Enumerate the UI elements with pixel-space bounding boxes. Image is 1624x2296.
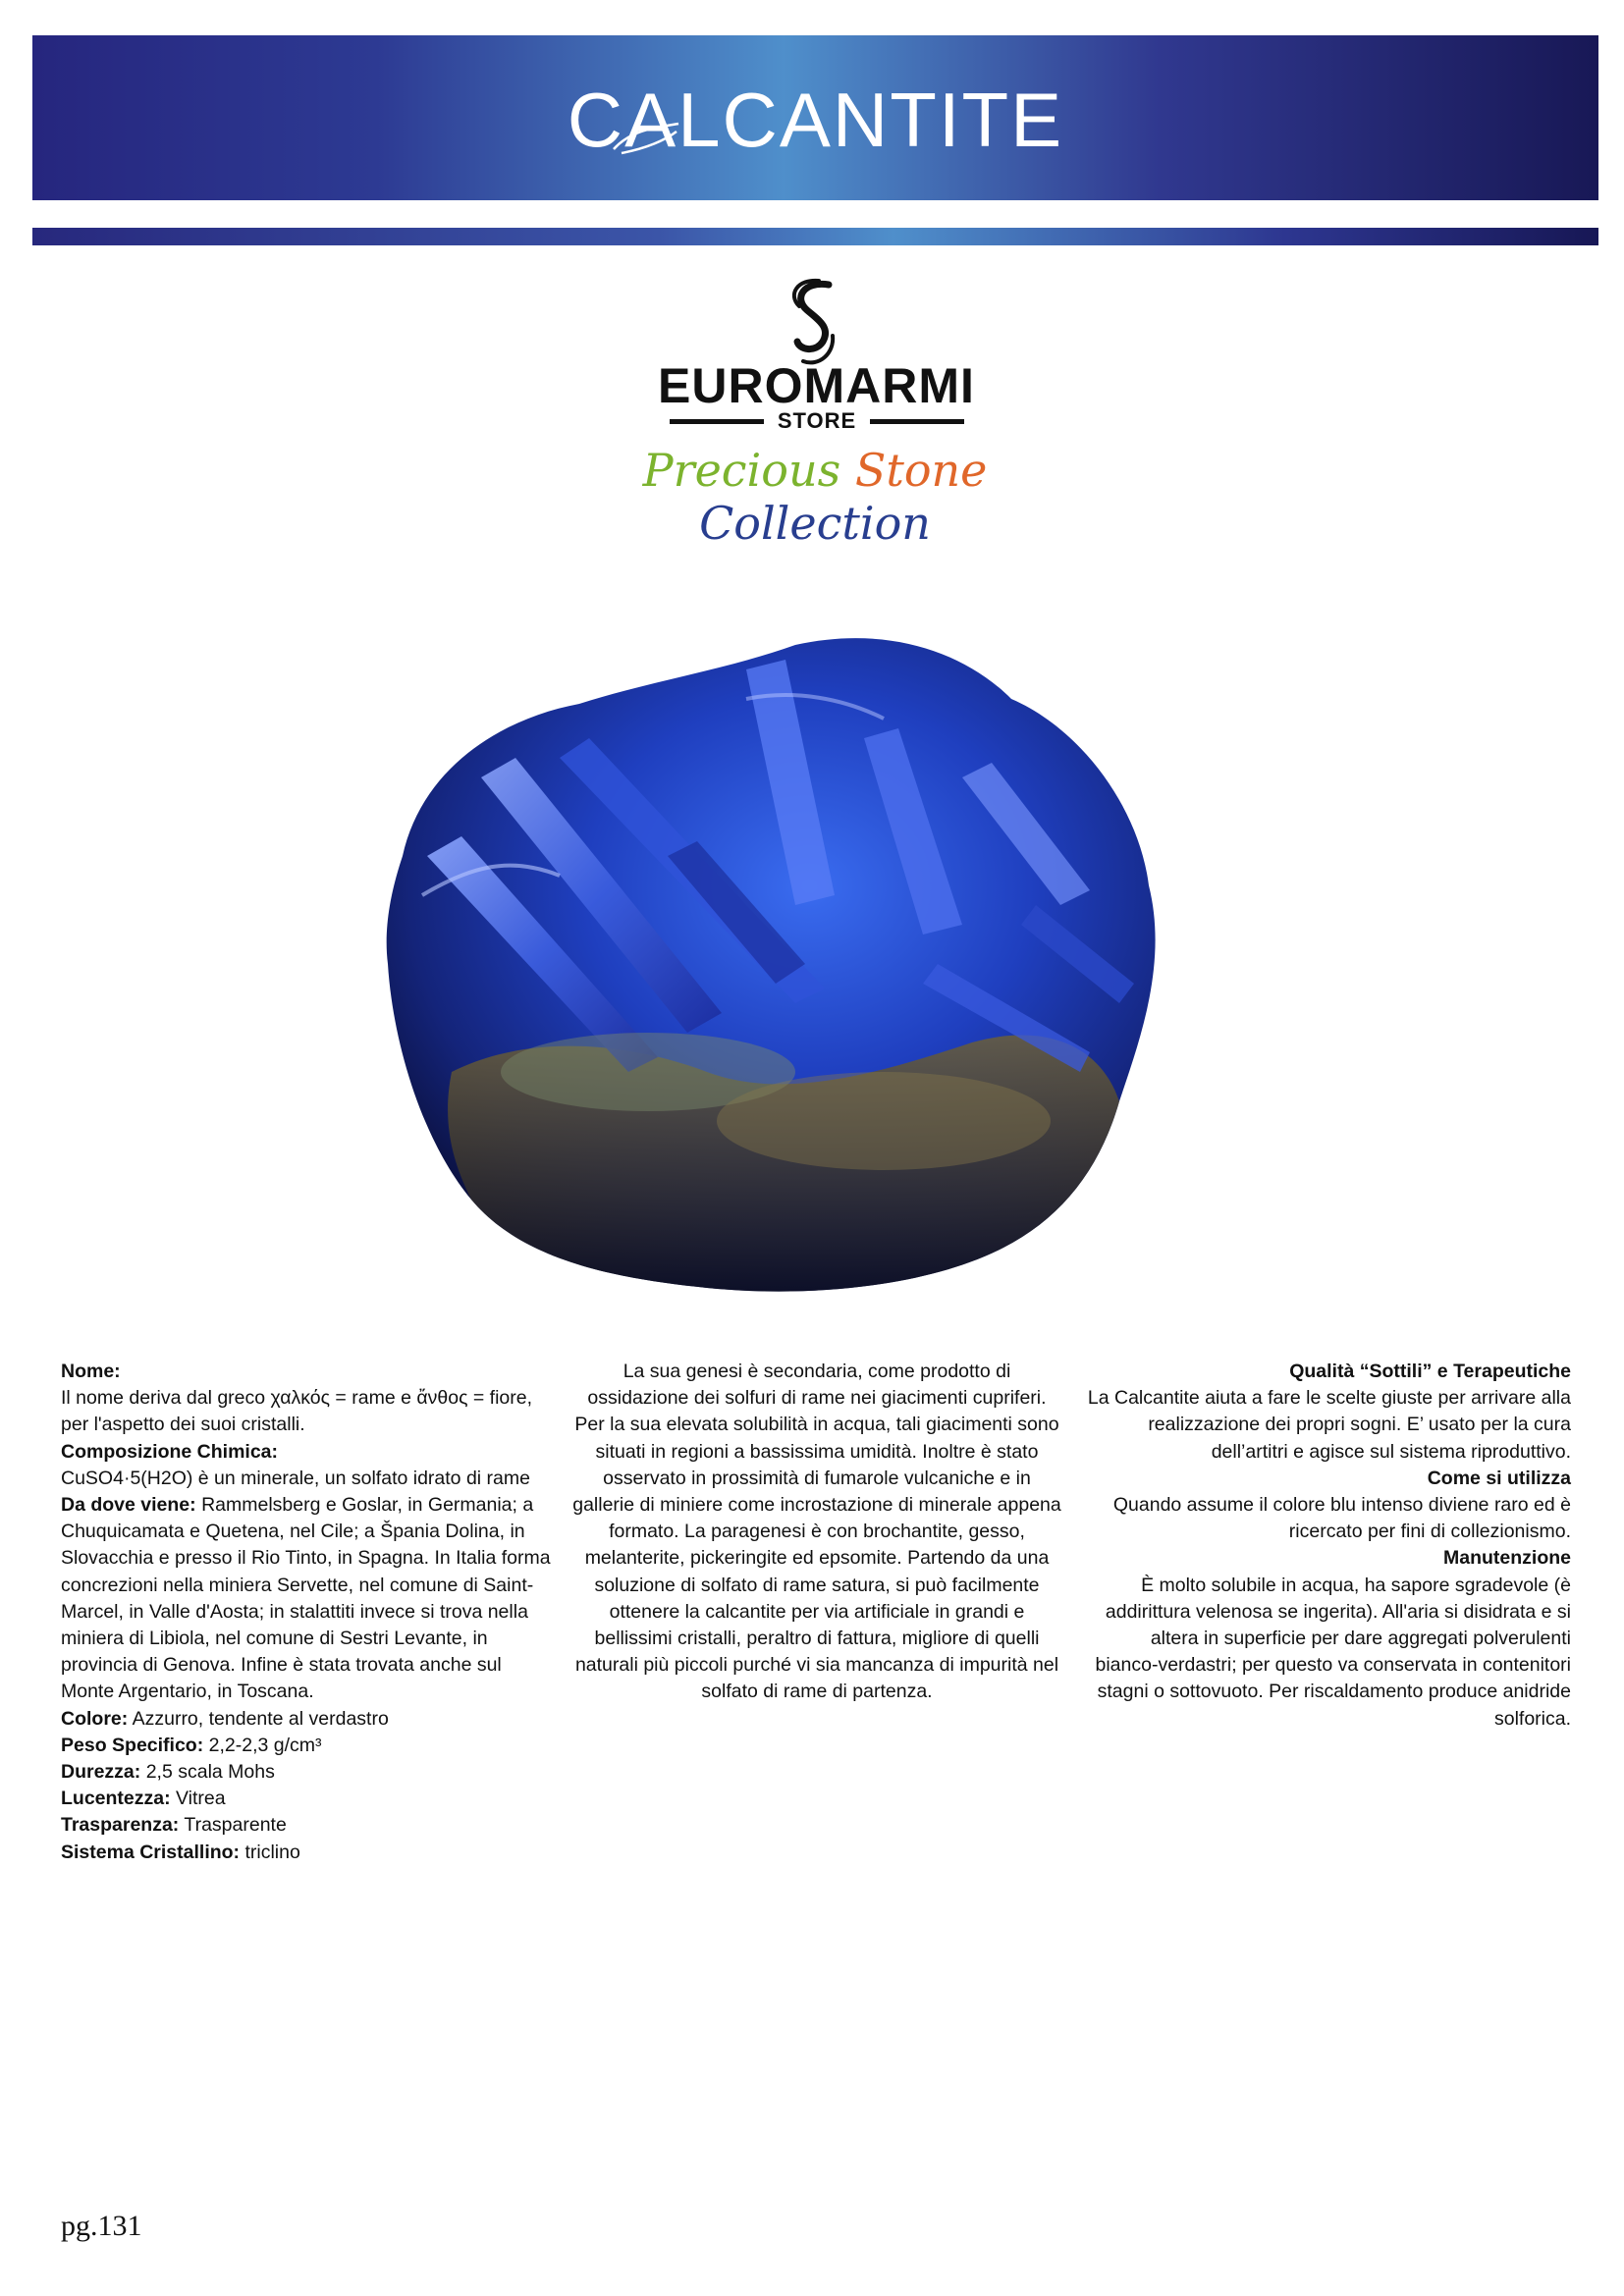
qualita-text: La Calcantite aiuta a fare le scelte giuste per arrivare alla realizzazione dei propri sogni. E’ usato per la cura dell’artitri e agisce sul sistema riproduttivo.	[1087, 1387, 1571, 1463]
manutenzione-text: È molto solubile in acqua, ha sapore sgradevole (è addirittura velenosa se ingerita). All'aria si disidrata e si altera in superficie per dare aggregati polverulenti bianco-verdastri; per questo va conservata in contenitori stagni o sottovuoto. Per riscaldamento produce anidride solforica.	[1095, 1574, 1571, 1730]
label-colore: Colore:	[61, 1707, 129, 1730]
genesis-column	[571, 1359, 1062, 1706]
page-title: CALCANTITE	[567, 76, 1064, 163]
tagline-word-collection: Collection	[699, 497, 931, 550]
collection-tagline	[589, 444, 1041, 550]
therapeutic-column	[1084, 1359, 1571, 1733]
label-nome: Nome:	[61, 1361, 121, 1382]
page-number: pg.131	[61, 2210, 142, 2242]
label-provenienza: Da dove viene:	[61, 1494, 196, 1517]
lucentezza-text: Vitrea	[176, 1788, 226, 1810]
label-composizione: Composizione Chimica:	[61, 1440, 279, 1463]
genesis-text: La sua genesi è secondaria, come prodotto di ossidazione dei solfuri di rame nei giacimenti cupriferi. Per la sua elevata solubilità in acqua, tali giacimenti sono situati in regioni a bassissima umidità. Inoltre è stato osservato in prossimità di fumarole vulcaniche e in gallerie di miniere come incrostazione di minerale appena formato. La paragenesi è con brochantite, gesso, melanterite, pickeringite ed epsomite. Partendo da una soluzione di solfato di rame satura, si può facilmente ottenere la calcantite per via artificiale in grandi e bellissimi cristalli, peraltro di fattura, migliore di quelli naturali più piccoli purché vi sia mancanza di impurità nel solfato di rame di partenza.	[572, 1361, 1061, 1703]
trasparenza-text: Trasparente	[184, 1814, 287, 1837]
sistema-text: triclino	[244, 1841, 300, 1863]
nome-text: Il nome deriva dal greco χαλκός = rame e ἄνθος = fiore, per l'aspetto dei suoi cristalli.	[61, 1387, 533, 1436]
composizione-text: CuSO4·5(H2O) è un minerale, un solfato idrato di rame	[61, 1467, 530, 1489]
brand-subline	[670, 408, 964, 434]
mineral-photo	[334, 611, 1218, 1298]
provenienza-text: Rammelsberg e Goslar, in Germania; a Chuquicamata e Quetena, nel Cile; a Špania Dolina, in Slovacchia e presso il Rio Tinto, in Spagna. In Italia forma concrezioni nella miniera Servette, nel comune di Saint-Marcel, in Valle d'Aosta; in stalattiti invece si trova nella miniera di Libiola, nel comune di Sestri Levante, in provincia di Genova. Infine è stata trovata anche sul Monte Argentario, in Toscana.	[61, 1494, 551, 1703]
tagline-word-precious: Precious	[642, 444, 841, 497]
header-stripe	[32, 228, 1598, 245]
label-lucentezza: Lucentezza:	[61, 1788, 171, 1810]
heading-uso: Come si utilizza	[1427, 1467, 1571, 1489]
heading-qualita: Qualità “Sottili” e Terapeutiche	[1289, 1361, 1571, 1382]
label-trasparenza: Trasparenza:	[61, 1814, 180, 1837]
heading-manutenzione: Manutenzione	[1443, 1547, 1571, 1570]
durezza-text: 2,5 scala Mohs	[145, 1761, 275, 1784]
uso-text: Quando assume il colore blu intenso diviene raro ed è ricercato per fini di collezionismo.	[1112, 1494, 1571, 1543]
brand-rule-right	[870, 419, 964, 424]
properties-column	[61, 1359, 552, 1866]
colore-text: Azzurro, tendente al verdastro	[132, 1707, 389, 1730]
euromarmi-logo-icon	[785, 277, 844, 369]
label-durezza: Durezza:	[61, 1761, 141, 1784]
brand-rule-left	[670, 419, 764, 424]
peso-text: 2,2-2,3 g/cm³	[208, 1734, 322, 1756]
tagline-word-stone: Stone	[854, 444, 988, 497]
brand-name: EUROMARMI	[658, 358, 975, 413]
brand-sub: STORE	[777, 408, 857, 433]
label-sistema: Sistema Cristallino:	[61, 1841, 241, 1863]
label-peso: Peso Specifico:	[61, 1734, 204, 1756]
title-banner	[32, 35, 1598, 200]
